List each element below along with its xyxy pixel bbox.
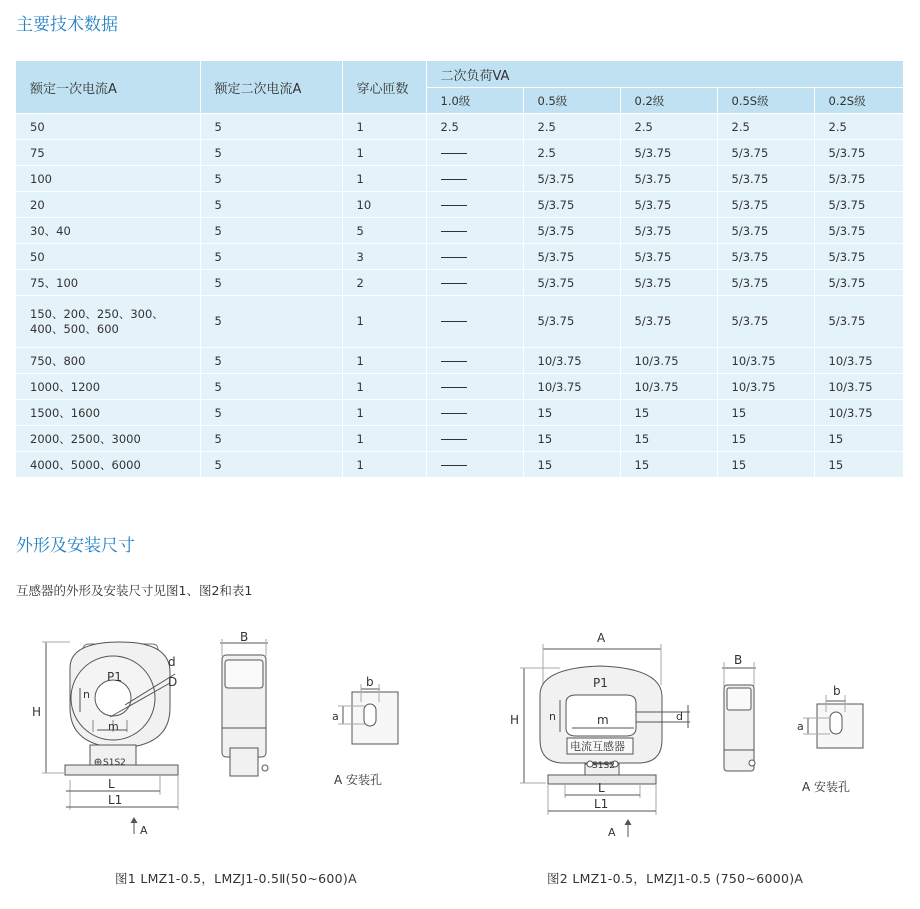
table-row [16, 270, 903, 296]
cell-burden-0-2s: 5/3.75 [814, 270, 903, 296]
cell-primary-current: 100 [16, 166, 200, 192]
header-secondary-current: 额定二次电流A [200, 61, 342, 114]
cell-secondary-current: 5 [200, 244, 342, 270]
spec-table [16, 61, 904, 478]
fig1-label-a: a [332, 710, 339, 723]
header-class-0-5s: 0.5S级 [717, 88, 814, 114]
dash-mark [441, 205, 467, 206]
table-row [16, 374, 903, 400]
cell-secondary-current: 5 [200, 452, 342, 478]
cell-burden-0-5: 10/3.75 [523, 374, 620, 400]
header-primary-current: 额定一次电流A [16, 61, 200, 114]
cell-secondary-current: 5 [200, 114, 342, 140]
cell-secondary-current: 5 [200, 192, 342, 218]
cell-burden-0-2: 15 [620, 452, 717, 478]
figure2-caption: 图2 LMZ1-0.5，LMZJ1-0.5 (750~6000)A [547, 871, 804, 886]
fig2-mounting-hole [803, 695, 863, 748]
cell-burden-0-5s: 15 [717, 426, 814, 452]
fig1-label-p1: P1 [107, 670, 122, 684]
fig2-label-a: a [797, 720, 804, 733]
cell-line: 150、200、250、300、 [30, 306, 164, 321]
table-row [16, 348, 903, 374]
cell-turns: 1 [342, 374, 426, 400]
table-row [16, 114, 903, 140]
fig2-label-L: L [598, 781, 605, 795]
cell-burden-0-2: 5/3.75 [620, 140, 717, 166]
cell-primary-current: 1500、1600 [16, 400, 200, 426]
cell-burden-1-0 [426, 218, 523, 244]
cell-burden-0-2s: 5/3.75 [814, 244, 903, 270]
cell-burden-0-2s: 5/3.75 [814, 166, 903, 192]
fig2-label-B: B [734, 653, 743, 667]
cell-burden-0-2s: 10/3.75 [814, 348, 903, 374]
cell-burden-0-5s: 5/3.75 [717, 166, 814, 192]
dash-mark [441, 321, 467, 322]
header-class-0-2s: 0.2S级 [814, 88, 903, 114]
cell-burden-0-2: 5/3.75 [620, 244, 717, 270]
cell-burden-0-5: 2.5 [523, 114, 620, 140]
cell-burden-0-5: 5/3.75 [523, 218, 620, 244]
cell-burden-1-0 [426, 166, 523, 192]
cell-turns: 2 [342, 270, 426, 296]
dash-mark [441, 179, 467, 180]
cell-burden-0-5s: 2.5 [717, 114, 814, 140]
cell-burden-1-0: 2.5 [426, 114, 523, 140]
section-title-dimensions: 外形及安装尺寸 [16, 536, 135, 556]
fig2-label-L1: L1 [594, 797, 609, 811]
cell-secondary-current: 5 [200, 374, 342, 400]
fig1-label-s1s2: S1S2 [103, 758, 126, 768]
fig1-label-m: m [108, 720, 119, 733]
dash-mark [441, 361, 467, 362]
header-class-0-2: 0.2级 [620, 88, 717, 114]
cell-primary-current: 50 [16, 114, 200, 140]
table-row [16, 244, 903, 270]
fig2-nameplate: 电流互感器 [570, 740, 625, 753]
fig2-label-d: d [676, 710, 683, 723]
cell-burden-1-0 [426, 348, 523, 374]
cell-turns: 1 [342, 426, 426, 452]
cell-secondary-current: 5 [200, 218, 342, 244]
cell-burden-0-5s: 5/3.75 [717, 270, 814, 296]
fig1-label-L1: L1 [108, 793, 123, 807]
dash-mark [441, 257, 467, 258]
fig2-hole-label: A 安装孔 [802, 780, 851, 794]
cell-secondary-current: 5 [200, 166, 342, 192]
cell-burden-1-0 [426, 400, 523, 426]
fig1-label-H: H [32, 705, 42, 719]
cell-secondary-current: 5 [200, 140, 342, 166]
figure1-caption: 图1 LMZ1-0.5，LMZJ1-0.5Ⅱ(50~600)A [115, 871, 357, 886]
cell-burden-0-5: 5/3.75 [523, 270, 620, 296]
cell-burden-0-5s: 10/3.75 [717, 348, 814, 374]
fig1-label-A: A [140, 824, 148, 837]
cell-burden-0-5: 5/3.75 [523, 166, 620, 192]
cell-burden-0-2s: 5/3.75 [814, 218, 903, 244]
cell-turns: 5 [342, 218, 426, 244]
cell-burden-0-2: 10/3.75 [620, 374, 717, 400]
cell-burden-0-2: 5/3.75 [620, 192, 717, 218]
dash-mark [441, 153, 467, 154]
cell-burden-0-5s: 5/3.75 [717, 140, 814, 166]
cell-turns: 10 [342, 192, 426, 218]
fig2-label-m: m [597, 713, 609, 727]
header-burden: 二次负荷VA [426, 61, 903, 88]
cell-burden-0-5s: 5/3.75 [717, 218, 814, 244]
fig1-label-b: b [366, 675, 374, 689]
header-class-0-5: 0.5级 [523, 88, 620, 114]
cell-burden-1-0 [426, 374, 523, 400]
cell-primary-current: 30、40 [16, 218, 200, 244]
cell-burden-0-2: 5/3.75 [620, 218, 717, 244]
cell-turns: 1 [342, 400, 426, 426]
cell-burden-0-2: 5/3.75 [620, 166, 717, 192]
table-row [16, 192, 903, 218]
cell-burden-0-5: 10/3.75 [523, 348, 620, 374]
cell-turns: 3 [342, 244, 426, 270]
cell-secondary-current: 5 [200, 296, 342, 348]
cell-burden-0-2: 15 [620, 426, 717, 452]
table-row [16, 452, 903, 478]
cell-burden-0-5: 5/3.75 [523, 192, 620, 218]
cell-primary-current: 4000、5000、6000 [16, 452, 200, 478]
dash-mark [441, 413, 467, 414]
cell-burden-0-5s: 10/3.75 [717, 374, 814, 400]
cell-primary-current: 20 [16, 192, 200, 218]
dash-mark [441, 465, 467, 466]
cell-line: 400、500、600 [30, 321, 119, 336]
cell-burden-1-0 [426, 192, 523, 218]
fig2-label-n: n [549, 710, 556, 723]
intro-text: 互感器的外形及安装尺寸见图1、图2和表1 [16, 583, 253, 598]
cell-turns: 1 [342, 140, 426, 166]
cell-burden-1-0 [426, 140, 523, 166]
cell-burden-0-2: 5/3.75 [620, 270, 717, 296]
cell-secondary-current: 5 [200, 270, 342, 296]
cell-burden-0-5: 2.5 [523, 140, 620, 166]
fig2-label-H: H [510, 713, 520, 727]
fig2-label-p1: P1 [593, 676, 608, 690]
cell-burden-0-5s: 15 [717, 400, 814, 426]
cell-burden-0-2s: 5/3.75 [814, 140, 903, 166]
dash-mark [441, 231, 467, 232]
cell-burden-0-2s: 10/3.75 [814, 400, 903, 426]
cell-burden-0-2s: 10/3.75 [814, 374, 903, 400]
cell-turns: 1 [342, 114, 426, 140]
header-turns: 穿心匝数 [342, 61, 426, 114]
cell-primary-current: 75 [16, 140, 200, 166]
cell-secondary-current: 5 [200, 426, 342, 452]
cell-burden-0-2s: 2.5 [814, 114, 903, 140]
dimension-drawings [0, 600, 920, 860]
fig1-side-view [220, 639, 268, 776]
header-class-1-0: 1.0级 [426, 88, 523, 114]
fig1-label-n: n [83, 688, 90, 701]
cell-burden-0-2s: 15 [814, 452, 903, 478]
dash-mark [441, 387, 467, 388]
table-row [16, 140, 903, 166]
fig2-side-view [722, 662, 756, 771]
cell-turns: 1 [342, 452, 426, 478]
cell-turns: 1 [342, 166, 426, 192]
cell-burden-0-5s: 5/3.75 [717, 244, 814, 270]
cell-burden-0-5: 5/3.75 [523, 244, 620, 270]
table-row [16, 218, 903, 244]
cell-burden-0-5: 5/3.75 [523, 296, 620, 348]
cell-burden-0-2: 10/3.75 [620, 348, 717, 374]
cell-burden-0-2: 15 [620, 400, 717, 426]
cell-burden-0-5s: 5/3.75 [717, 192, 814, 218]
fig1-label-L: L [108, 777, 115, 791]
section-title-tech-data: 主要技术数据 [16, 15, 118, 35]
fig2-label-A: A [608, 826, 616, 839]
cell-burden-1-0 [426, 296, 523, 348]
table-row [16, 296, 903, 348]
fig1-label-B: B [240, 630, 249, 644]
cell-burden-0-5: 15 [523, 452, 620, 478]
cell-secondary-current: 5 [200, 400, 342, 426]
fig2-label-s1s2: S1S2 [592, 761, 615, 771]
table-row [16, 166, 903, 192]
fig1-label-d: d [168, 655, 176, 669]
cell-burden-0-5: 15 [523, 426, 620, 452]
cell-burden-1-0 [426, 426, 523, 452]
fig1-mounting-hole [338, 684, 398, 744]
cell-primary-current: 75、100 [16, 270, 200, 296]
cell-burden-1-0 [426, 244, 523, 270]
fig2-label-b: b [833, 684, 841, 698]
cell-burden-1-0 [426, 270, 523, 296]
cell-burden-0-2s: 5/3.75 [814, 296, 903, 348]
cell-secondary-current: 5 [200, 348, 342, 374]
cell-primary-current: 50 [16, 244, 200, 270]
cell-burden-0-2: 5/3.75 [620, 296, 717, 348]
cell-burden-0-5s: 15 [717, 452, 814, 478]
fig1-label-D: D [168, 675, 178, 689]
cell-turns: 1 [342, 296, 426, 348]
cell-turns: 1 [342, 348, 426, 374]
cell-primary-current [16, 296, 200, 348]
dash-mark [441, 283, 467, 284]
cell-burden-0-2s: 15 [814, 426, 903, 452]
cell-primary-current: 750、800 [16, 348, 200, 374]
cell-burden-0-2s: 5/3.75 [814, 192, 903, 218]
cell-burden-0-5s: 5/3.75 [717, 296, 814, 348]
table-row [16, 400, 903, 426]
fig2-label-A-top: A [597, 631, 606, 645]
fig1-hole-label: A 安装孔 [334, 773, 383, 787]
table-row [16, 426, 903, 452]
cell-burden-1-0 [426, 452, 523, 478]
cell-burden-0-5: 15 [523, 400, 620, 426]
cell-primary-current: 1000、1200 [16, 374, 200, 400]
cell-primary-current: 2000、2500、3000 [16, 426, 200, 452]
cell-burden-0-2: 2.5 [620, 114, 717, 140]
dash-mark [441, 439, 467, 440]
